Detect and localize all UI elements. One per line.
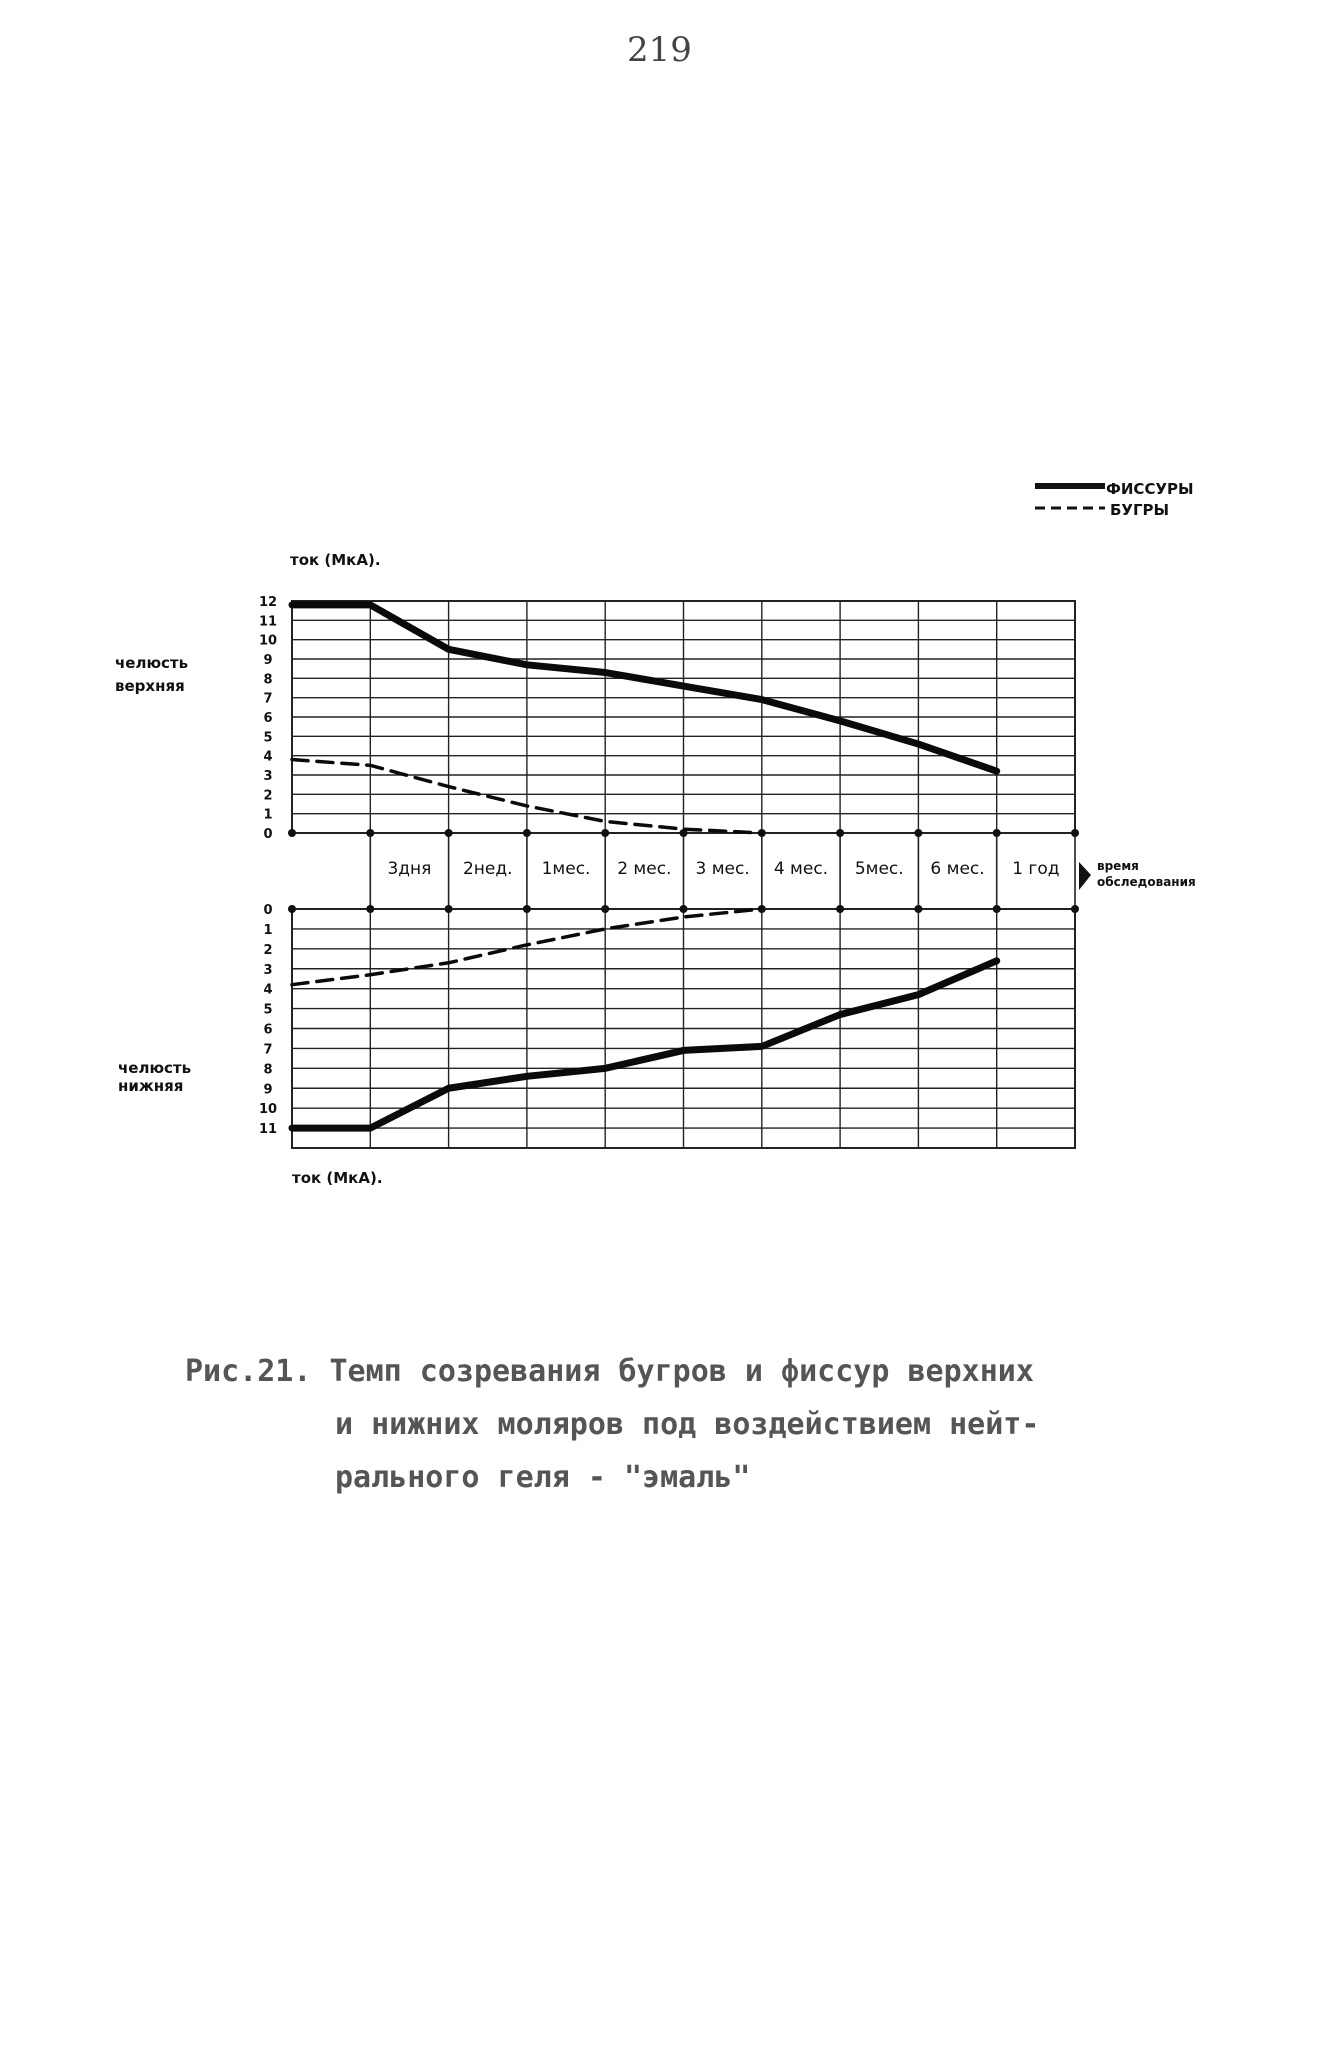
y-tick-label: 7	[263, 1042, 273, 1058]
axis-dot	[601, 829, 609, 837]
y-tick-label: 5	[263, 1002, 273, 1018]
y-tick-label: 8	[263, 1062, 273, 1078]
x-tick-label: 1мес.	[541, 859, 591, 879]
x-tick-label: 3дня	[387, 859, 432, 879]
axis-dot	[914, 905, 922, 913]
axis-dot	[993, 829, 1001, 837]
y-tick-label: 0	[263, 827, 273, 842]
x-tick-label: 2нед.	[462, 859, 513, 879]
axis-dot	[1071, 905, 1079, 913]
axis-dot	[288, 905, 296, 913]
y-tick-label: 12	[258, 595, 278, 610]
axis-dot	[366, 905, 374, 913]
y-tick-label: 9	[263, 653, 273, 668]
lower-ylabel: ток (МкА).	[292, 1169, 383, 1187]
page-number: 219	[627, 30, 692, 70]
x-tick-label: 4 мес.	[773, 859, 829, 879]
axis-dot	[523, 905, 531, 913]
svg-text:верхняя: верхняя	[115, 677, 185, 695]
series-line-fissures	[292, 605, 997, 771]
legend-solid-label: ФИССУРЫ	[1106, 480, 1194, 498]
upper-ylabel: ток (МкА).	[290, 551, 381, 569]
y-tick-label: 3	[263, 769, 273, 784]
axis-dot	[366, 829, 374, 837]
svg-text:обследования: обследования	[1097, 875, 1196, 889]
x-tick-label: 1 год	[1012, 859, 1060, 879]
caption-line-3: рального геля - "эмаль"	[335, 1460, 751, 1495]
legend	[1035, 480, 1194, 519]
y-tick-label: 1	[263, 807, 273, 823]
y-tick-label: 9	[263, 1082, 273, 1098]
upper-grid	[292, 601, 1075, 833]
axis-dot	[445, 829, 453, 837]
y-tick-label: 6	[263, 1022, 273, 1038]
axis-dot	[601, 905, 609, 913]
lower-side-label	[118, 1059, 191, 1095]
x-tick-label: 2 мес.	[617, 859, 672, 879]
x-axis-title	[1097, 859, 1196, 889]
caption-line-2: и нижних моляров под воздействием нейт-	[335, 1407, 1040, 1442]
axis-dot	[523, 829, 531, 837]
x-axis-arrow	[1079, 862, 1091, 890]
upper-side-label	[115, 654, 188, 695]
lower-series	[292, 909, 997, 1128]
y-tick-label: 2	[263, 788, 273, 804]
axis-dot	[680, 905, 688, 913]
axis-dot	[288, 829, 296, 837]
upper-y-ticks	[259, 595, 277, 842]
y-tick-label: 11	[258, 614, 278, 630]
axis-dot	[836, 905, 844, 913]
y-tick-label: 2	[263, 942, 273, 958]
axis-dot	[993, 905, 1001, 913]
legend-dashed-label: БУГРЫ	[1110, 501, 1170, 519]
y-tick-label: 5	[263, 730, 273, 746]
y-tick-label: 10	[258, 633, 278, 649]
lower-grid	[292, 909, 1075, 1148]
caption-line-1: Рис.21. Темп созревания бугров и фиссур верхних	[185, 1354, 1034, 1389]
y-tick-label: 1	[263, 922, 273, 938]
x-tick-label: 6 мес.	[930, 859, 985, 879]
axis-dot	[836, 829, 844, 837]
x-tick-label: 3 мес.	[695, 859, 750, 879]
y-tick-label: 3	[263, 962, 273, 978]
axis-dot	[914, 829, 922, 837]
x-tick-label: 5мес.	[854, 859, 904, 879]
svg-text:челюсть: челюсть	[118, 1059, 192, 1077]
y-tick-label: 4	[263, 982, 273, 998]
axis-dot	[1071, 829, 1079, 837]
svg-text:нижняя: нижняя	[118, 1077, 184, 1095]
y-tick-label: 4	[263, 749, 273, 765]
svg-text:время: время	[1097, 859, 1139, 873]
y-tick-label: 7	[263, 691, 273, 707]
y-tick-label: 10	[258, 1102, 278, 1118]
series-line-fissures	[292, 961, 997, 1128]
y-tick-label: 6	[263, 711, 273, 726]
y-tick-label: 8	[263, 672, 273, 688]
svg-text:челюсть: челюсть	[115, 654, 189, 672]
category-band	[288, 829, 1079, 913]
lower-y-ticks	[259, 903, 277, 1137]
y-tick-label: 11	[258, 1122, 278, 1138]
figure-caption	[185, 1345, 1085, 1504]
y-tick-label: 0	[263, 903, 273, 918]
axis-dot	[445, 905, 453, 913]
